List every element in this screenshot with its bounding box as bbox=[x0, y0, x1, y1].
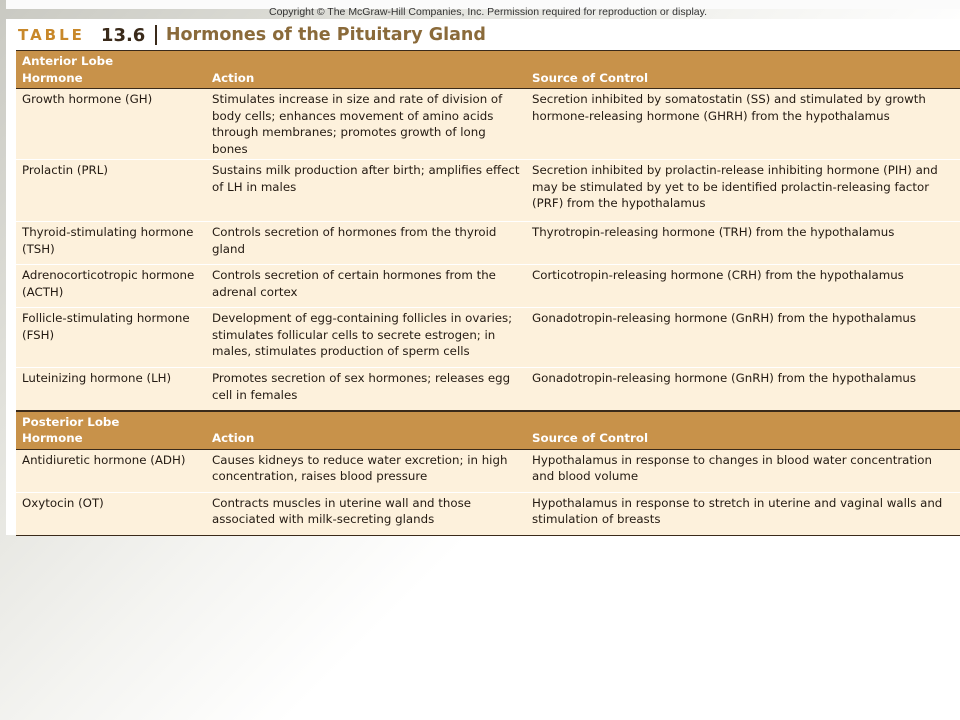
control-cell: Secretion inhibited by prolactin-release inhibiting hormone (PIH) and may be stimulated by yet to be identified prolactin-releasing factor (PRF) from the hypothalamus bbox=[526, 160, 960, 222]
title-separator bbox=[155, 25, 157, 45]
table-title: Hormones of the Pituitary Gland bbox=[165, 25, 486, 45]
hormone-cell: Luteinizing hormone (LH) bbox=[16, 368, 206, 411]
action-cell: Promotes secretion of sex hormones; releases egg cell in females bbox=[206, 368, 526, 411]
posterior-header-row bbox=[16, 411, 960, 450]
table-row bbox=[16, 160, 960, 222]
table-row bbox=[16, 222, 960, 265]
action-cell: Development of egg-containing follicles in ovaries; stimulates follicular cells to secrete estrogen; in males, stimulates production of sperm cells bbox=[206, 308, 526, 368]
col-action-label: Action bbox=[206, 51, 526, 89]
hormone-cell: Growth hormone (GH) bbox=[16, 89, 206, 160]
control-cell: Hypothalamus in response to changes in blood water concentration and blood volume bbox=[526, 449, 960, 492]
table-label: TABLE bbox=[18, 26, 85, 44]
control-cell: Gonadotropin-releasing hormone (GnRH) from the hypothalamus bbox=[526, 368, 960, 411]
col-control-label: Source of Control bbox=[526, 51, 960, 89]
hormones-table bbox=[16, 50, 960, 536]
posterior-header-hormone bbox=[16, 411, 206, 450]
table-row bbox=[16, 265, 960, 308]
posterior-section bbox=[16, 411, 960, 536]
hormone-cell: Follicle-stimulating hormone (FSH) bbox=[16, 308, 206, 368]
table-row bbox=[16, 89, 960, 160]
hormone-cell: Antidiuretic hormone (ADH) bbox=[16, 449, 206, 492]
action-cell: Controls secretion of certain hormones from the adrenal cortex bbox=[206, 265, 526, 308]
table-row bbox=[16, 492, 960, 535]
hormone-cell: Oxytocin (OT) bbox=[16, 492, 206, 535]
col-control-label: Source of Control bbox=[526, 411, 960, 450]
action-cell: Contracts muscles in uterine wall and those associated with milk-secreting glands bbox=[206, 492, 526, 535]
posterior-lobe-label: Posterior Lobe bbox=[22, 414, 120, 429]
col-action-label: Action bbox=[206, 411, 526, 450]
anterior-header-row bbox=[16, 51, 960, 89]
table-row bbox=[16, 368, 960, 411]
control-cell: Thyrotropin-releasing hormone (TRH) from the hypothalamus bbox=[526, 222, 960, 265]
copyright-notice: Copyright © The McGraw-Hill Companies, Inc. Permission required for reproduction or display. bbox=[268, 6, 708, 18]
anterior-section bbox=[16, 51, 960, 411]
table-title-row bbox=[18, 21, 486, 49]
col-hormone-label: Hormone bbox=[22, 70, 83, 85]
anterior-header-hormone bbox=[16, 51, 206, 89]
hormone-cell: Adrenocorticotropic hormone (ACTH) bbox=[16, 265, 206, 308]
action-cell: Causes kidneys to reduce water excretion; in high concentration, raises blood pressure bbox=[206, 449, 526, 492]
col-hormone-label: Hormone bbox=[22, 431, 83, 445]
action-cell: Sustains milk production after birth; amplifies effect of LH in males bbox=[206, 160, 526, 222]
table-panel bbox=[6, 19, 960, 535]
control-cell: Secretion inhibited by somatostatin (SS) and stimulated by growth hormone-releasing hormone (GHRH) from the hypothalamus bbox=[526, 89, 960, 160]
anterior-lobe-label: Anterior Lobe bbox=[22, 54, 114, 68]
action-cell: Stimulates increase in size and rate of division of body cells; enhances movement of amino acids through membranes; promotes growth of long bones bbox=[206, 89, 526, 160]
control-cell: Corticotropin-releasing hormone (CRH) from the hypothalamus bbox=[526, 265, 960, 308]
table-row bbox=[16, 308, 960, 368]
hormone-cell: Prolactin (PRL) bbox=[16, 160, 206, 222]
control-cell: Gonadotropin-releasing hormone (GnRH) from the hypothalamus bbox=[526, 308, 960, 368]
action-cell: Controls secretion of hormones from the thyroid gland bbox=[206, 222, 526, 265]
table-row bbox=[16, 449, 960, 492]
hormone-cell: Thyroid-stimulating hormone (TSH) bbox=[16, 222, 206, 265]
table-number: 13.6 bbox=[100, 24, 146, 46]
control-cell: Hypothalamus in response to stretch in uterine and vaginal walls and stimulation of breasts bbox=[526, 492, 960, 535]
